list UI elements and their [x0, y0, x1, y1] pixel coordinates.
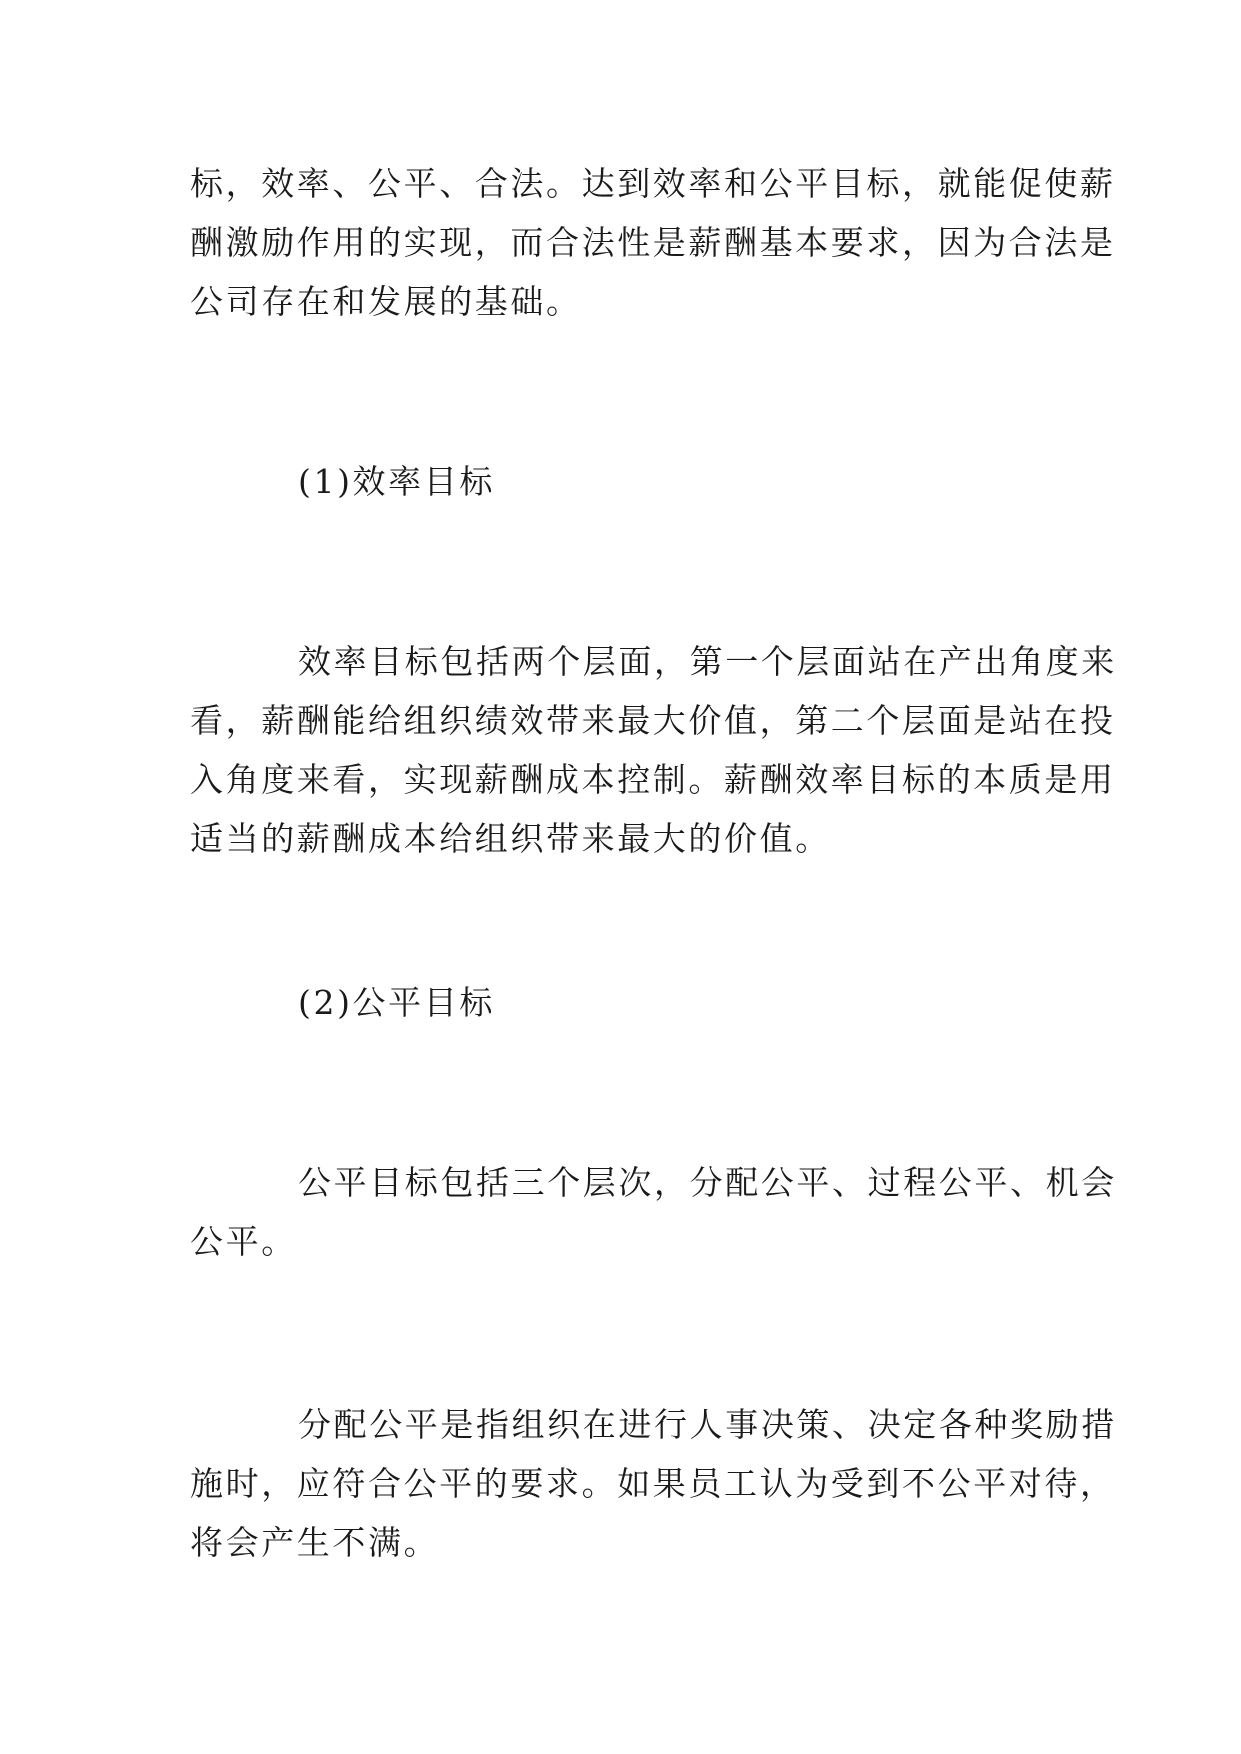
paragraph-line: 入角度来看，实现薪酬成本控制。薪酬效率目标的本质是用: [190, 760, 1116, 799]
paragraph-line: 标，效率、公平、合法。达到效率和公平目标，就能促使薪: [190, 164, 1116, 203]
paragraph-line: 将会产生不满。: [190, 1523, 440, 1562]
paragraph-line: 公平目标包括三个层次，分配公平、过程公平、机会: [298, 1163, 1117, 1202]
paragraph-line: 分配公平是指组织在进行人事决策、决定各种奖励措: [298, 1405, 1117, 1444]
paragraph-line: 适当的薪酬成本给组织带来最大的价值。: [190, 819, 831, 858]
paragraph-line: 施时，应符合公平的要求。如果员工认为受到不公平对待，: [190, 1464, 1116, 1503]
paragraph-line: 酬激励作用的实现，而合法性是薪酬基本要求，因为合法是: [190, 223, 1116, 262]
paragraph-line: 看，薪酬能给组织绩效带来最大价值，第二个层面是站在投: [190, 701, 1116, 740]
heading-fairness-goal: (2)公平目标: [298, 983, 495, 1022]
paragraph-line: 公平。: [190, 1222, 297, 1261]
paragraph-line: 效率目标包括两个层面，第一个层面站在产出角度来: [298, 642, 1117, 681]
paragraph-line: 公司存在和发展的基础。: [190, 282, 582, 321]
heading-efficiency-goal: (1)效率目标: [298, 462, 495, 501]
